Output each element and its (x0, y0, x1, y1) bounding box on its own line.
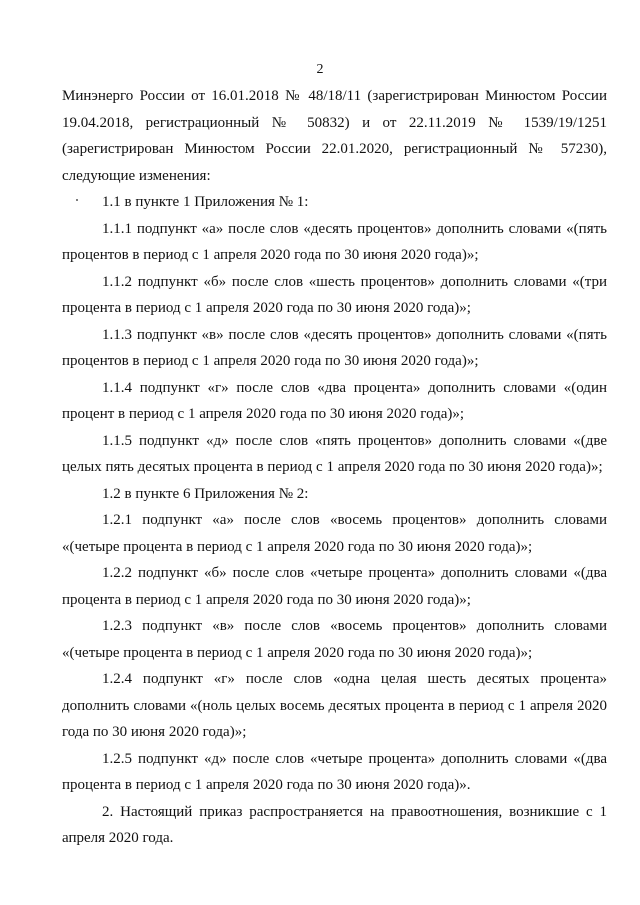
paragraph-1-1-4: 1.1.4 подпункт «г» после слов «два процента» дополнить словами «(один процент в период с 1 апреля 2020 года по 30 июня 2020 года)»; (62, 379, 607, 422)
paragraph-1-1-1: 1.1.1 подпункт «а» после слов «десять процентов» дополнить словами «(пять процентов в период с 1 апреля 2020 года по 30 июня 2020 года)»; (62, 220, 607, 263)
paragraph-2: 2. Настоящий приказ распространяется на правоотношения, возникшие с 1 апреля 2020 года. (62, 803, 607, 846)
paragraph-1-2-2: 1.2.2 подпункт «б» после слов «четыре процента» дополнить словами «(два процента в период с 1 апреля 2020 года по 30 июня 2020 года)»; (62, 565, 607, 608)
paragraph-intro: Минэнерго России от 16.01.2018 № 48/18/11 (зарегистрирован Минюстом России 19.04.2018, регистрационный № 50832) и от 22.11.2019 № 1539/19/1251 (зарегистрирован Минюстом России 22.01.2020, регистрационный № 57230), следующие изменения: (62, 88, 607, 184)
paragraph-1-1-5: 1.1.5 подпункт «д» после слов «пять процентов» дополнить словами «(две целых пять десятых процента в период с 1 апреля 2020 года по 30 июня 2020 года)»; (62, 432, 607, 475)
document-body (62, 83, 607, 852)
paragraph-1-2-4: 1.2.4 подпункт «г» после слов «одна целая шесть десятых процента» дополнить словами «(ноль целых восемь десятых процента в период с 1 апреля 2020 года по 30 июня 2020 года)»; (62, 671, 607, 740)
paragraph-1-1-2: 1.1.2 подпункт «б» после слов «шесть процентов» дополнить словами «(три процента в период с 1 апреля 2020 года по 30 июня 2020 года)»; (62, 273, 607, 316)
paragraph-1-1: 1.1 в пункте 1 Приложения № 1: (102, 194, 309, 210)
paragraph-1-2-1: 1.2.1 подпункт «а» после слов «восемь процентов» дополнить словами «(четыре процента в период с 1 апреля 2020 года по 30 июня 2020 года)»; (62, 512, 607, 555)
paragraph-1-2-5: 1.2.5 подпункт «д» после слов «четыре процента» дополнить словами «(два процента в период с 1 апреля 2020 года по 30 июня 2020 года)». (62, 750, 607, 793)
paragraph-1-1-3: 1.1.3 подпункт «в» после слов «десять процентов» дополнить словами «(пять процентов в период с 1 апреля 2020 года по 30 июня 2020 года)»; (62, 326, 607, 369)
page-number: 2 (316, 62, 324, 77)
paragraph-1-2: 1.2 в пункте 6 Приложения № 2: (102, 485, 309, 502)
paragraph-1-2-3: 1.2.3 подпункт «в» после слов «восемь процентов» дополнить словами «(четыре процента в период с 1 апреля 2020 года по 30 июня 2020 года)»; (62, 618, 607, 661)
